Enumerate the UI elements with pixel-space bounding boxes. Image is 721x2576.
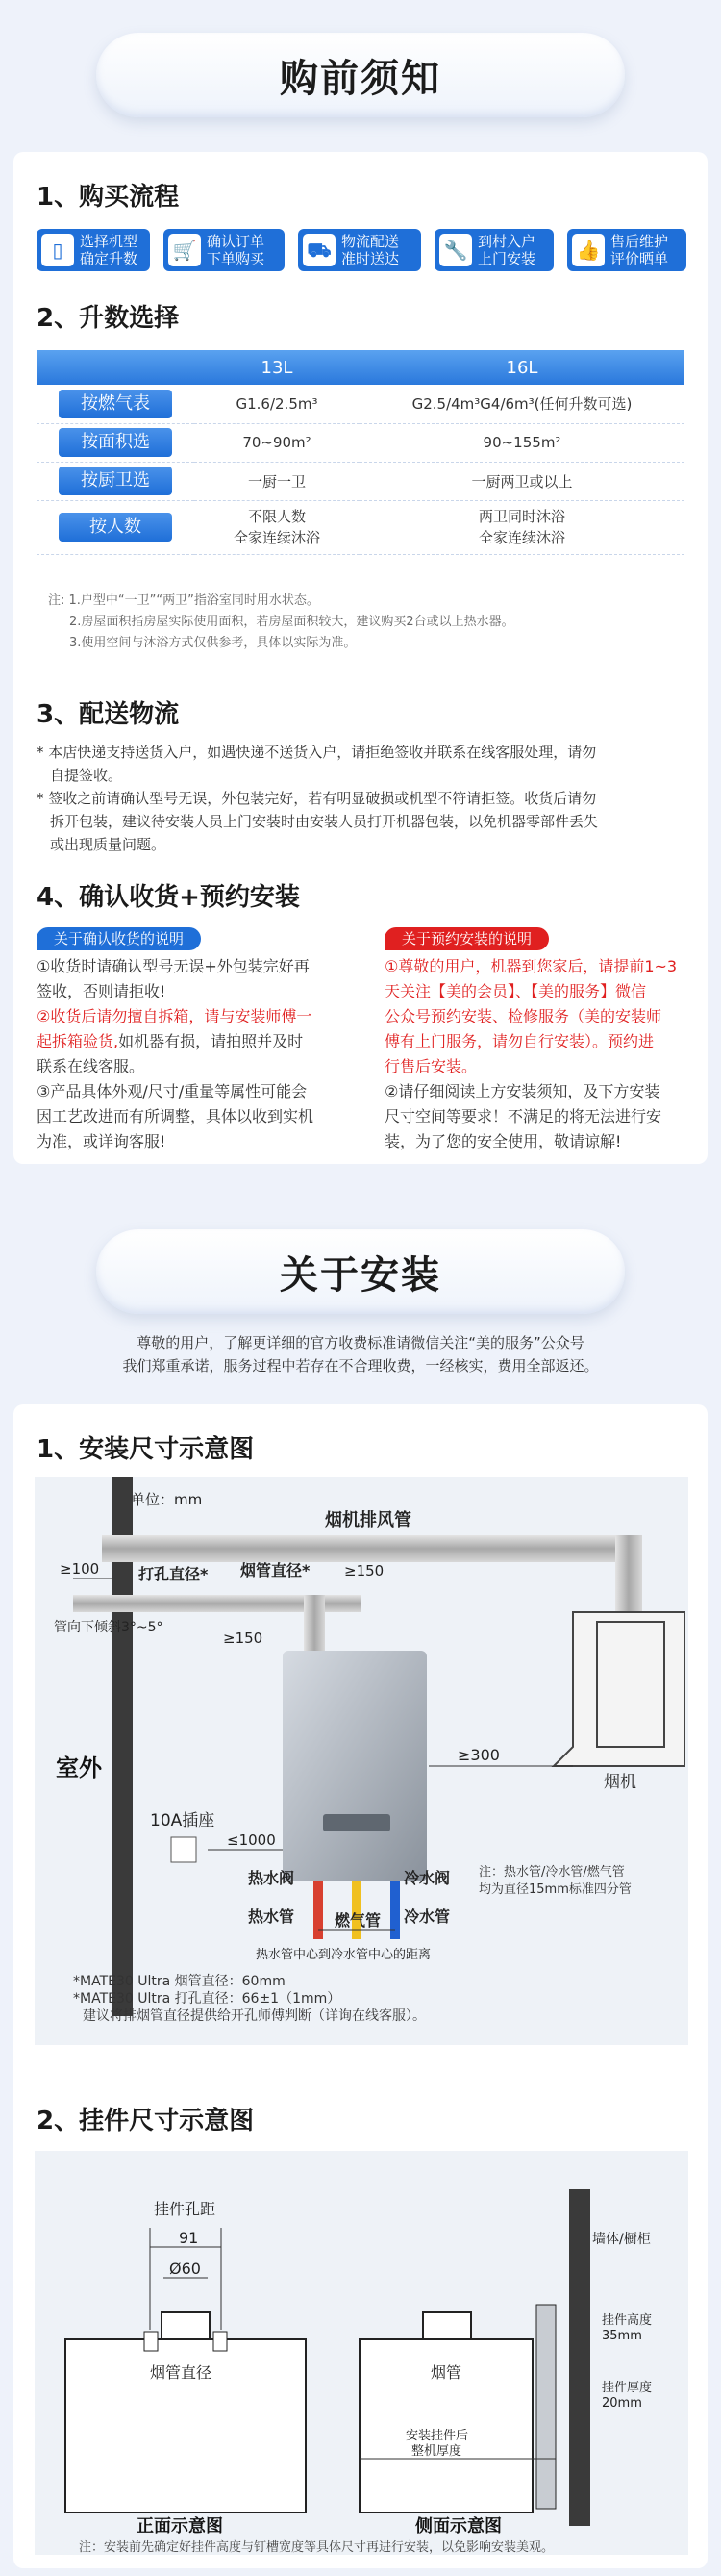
section-title-installation xyxy=(96,1229,625,1314)
diagram-label: 挂件高度 xyxy=(602,2313,653,2328)
range-hood-pipe xyxy=(102,1535,640,1562)
range-hood-label: 烟机 xyxy=(604,1773,636,1792)
socket-icon xyxy=(171,1837,196,1862)
table-row: 按燃气表 G1.6/2.5m³ G2.5/4m³G4/6m³(任何升数可选) xyxy=(37,385,684,423)
diagram-label: ≥150 xyxy=(223,1629,263,1647)
heading-purchase-flow: 1、购买流程 xyxy=(37,183,180,212)
hot-water-pipe xyxy=(313,1881,323,1939)
diagram-label: 建议将排烟管直径提供给开孔师傅判断（详询在线客服）。 xyxy=(83,2008,426,2024)
water-heater xyxy=(283,1651,427,1881)
diagram-label: 冷水管 xyxy=(404,1907,451,1926)
heading-confirm-install: 4、确认收货+预约安装 xyxy=(37,883,300,912)
diagram-label: 正面示意图 xyxy=(137,2516,223,2537)
gas-pipe xyxy=(352,1881,361,1939)
heading-hanger-size: 2、挂件尺寸示意图 xyxy=(37,2107,255,2135)
diagram-label: 烟管直径* xyxy=(240,1561,311,1579)
install-size-diagram xyxy=(35,1477,688,2045)
step-installation: 🔧 到村入户 上门安装 xyxy=(435,229,554,271)
diagram-label: 单位：mm xyxy=(131,1491,203,1508)
table-header xyxy=(37,350,194,385)
diagram-label: 侧面示意图 xyxy=(415,2516,502,2537)
front-view-flue xyxy=(162,2312,210,2339)
tag-install-notes: 关于预约安装的说明 xyxy=(385,927,549,950)
table-row: 按厨卫选 一厨一卫 一厨两卫或以上 xyxy=(37,462,684,500)
diagram-label: 20mm xyxy=(602,2396,642,2411)
diagram-label: 热水管中心到冷水管中心的距离 xyxy=(256,1948,432,1962)
side-view-flue xyxy=(423,2312,471,2339)
diagram-label: 烟机排风管 xyxy=(325,1510,411,1530)
diagram-label: 管向下倾斜3°~5° xyxy=(54,1620,163,1635)
delivery-text: * 本店快递支持送货入户，如遇快递不送货入户，请拒绝签收并联系在线客服处理，请勿 自提签收。 * 签收之前请确认型号无误，外包装完好，若有明显破损或机型不符请拒签。收货后请勿 拆开包装，建议待安装人员上门安装时由安装人员打开机器包装，以免机器零部件丢失 或出现质量问题。 xyxy=(37,744,599,853)
receipt-notes: ①收货时请确认型号无误+外包装完好再 签收，否则请拒收! ②收货后请勿擅自拆箱，请与安装师傅一 起拆箱验货,如机器有损，请拍照并及时 联系在线客服。 ③产品具体外观/尺寸/重量等属性可能会 因工艺改进而有所调整，具体以收到实机 为准，或详询客服! xyxy=(37,957,314,1150)
diagram-label: 室外 xyxy=(56,1755,102,1781)
side-view-wall xyxy=(569,2189,590,2526)
hanger-size-diagram xyxy=(35,2151,688,2555)
diagram-label: 注：安装前先确定好挂件高度与钉槽宽度等具体尺寸再进行安装，以免影响安装美观。 xyxy=(79,2540,555,2555)
flue-pipe-vertical xyxy=(304,1595,325,1653)
diagram-label: 10A插座 xyxy=(150,1811,215,1831)
step-confirm-order: 🛒 确认订单 下单购买 xyxy=(163,229,285,271)
table-row: 按人数 不限人数 全家连续沐浴 两卫同时沐浴 全家连续沐浴 xyxy=(37,500,684,554)
diagram-label: 打孔直径* xyxy=(138,1565,209,1583)
diagram-label: 挂件厚度 xyxy=(602,2381,653,2395)
step-after-sales: 👍 售后维护 评价晒单 xyxy=(567,229,686,271)
side-view-hanger xyxy=(536,2305,556,2509)
diagram-label: Ø60 xyxy=(169,2260,201,2278)
section-title: 关于安装 xyxy=(280,1252,441,1298)
truck-icon: ⛟ xyxy=(303,234,336,266)
cart-icon: 🛒 xyxy=(168,234,201,266)
diagram-label: 挂件孔距 xyxy=(154,2200,216,2218)
diagram-label: 燃气管 xyxy=(335,1911,382,1930)
capacity-table xyxy=(37,350,684,555)
diagram-label: 烟管 xyxy=(431,2363,462,2382)
heading-delivery: 3、配送物流 xyxy=(37,700,180,729)
step-select-model: ▯ 选择机型 确定升数 xyxy=(37,229,150,271)
diagram-label: 冷水阀 xyxy=(404,1869,451,1887)
diagram-label: *MATE30 Ultra 打孔直径：66±1（1mm） xyxy=(73,1991,341,2007)
page-title: 购前须知 xyxy=(280,56,441,101)
diagram-label: 热水阀 xyxy=(248,1869,295,1887)
diagram-label: 安装挂件后 xyxy=(406,2429,469,2443)
wrench-icon: 🔧 xyxy=(439,234,472,266)
table-header: 13L xyxy=(194,350,360,385)
installation-intro: 尊敬的用户，了解更详细的官方收费标准请微信关注“美的服务”公众号 我们郑重承诺，服务过程中若存在不合理收费，一经核实，费用全部返还。 xyxy=(122,1334,599,1375)
diagram-label: ≥100 xyxy=(60,1560,100,1578)
table-header: 16L xyxy=(360,350,684,385)
step-delivery: ⛟ 物流配送 准时送达 xyxy=(298,229,421,271)
diagram-label: 整机厚度 xyxy=(411,2444,462,2459)
cold-water-pipe xyxy=(390,1881,400,1939)
diagram-label: *MATE30 Ultra 烟管直径：60mm xyxy=(73,1974,286,1989)
heading-install-size: 1、安装尺寸示意图 xyxy=(37,1435,255,1464)
diagram-label: ≥150 xyxy=(344,1562,385,1579)
range-hood-pipe-vertical xyxy=(615,1535,642,1612)
upgrade-notes: 注: 1.户型中“一卫”“两卫”指浴室同时用水状态。 2.房屋面积指房屋实际使用面积，若房屋面积较大，建议购买2台或以上热水器。 3.使用空间与沐浴方式仅供参考，具体以实际为准。 xyxy=(48,593,514,650)
diagram-label: 热水管 xyxy=(248,1907,295,1926)
thumbs-up-icon: 👍 xyxy=(572,234,605,266)
gas-heater-icon: ▯ xyxy=(41,234,74,266)
table-row: 按面积选 70~90m² 90~155m² xyxy=(37,423,684,462)
diagram-label: 墙体/橱柜 xyxy=(592,2232,651,2247)
diagram-label: 35mm xyxy=(602,2329,642,2343)
tag-receipt-notes: 关于确认收货的说明 xyxy=(37,927,201,950)
diagram-label: 均为直径15mm标准四分管 xyxy=(479,1882,632,1897)
diagram-label: 烟管直径 xyxy=(150,2363,212,2382)
section-title-purchase-notice xyxy=(96,33,625,117)
install-notes: ①尊敬的用户，机器到您家后，请提前1~3 天关注【美的会员】、【美的服务】微信 公众号预约安装、检修服务（美的安装师 傅有上门服务，请勿自行安装）。预约进 行售后安装。 ②请仔细阅读上方安装须知，及下方安装 尺寸空间等要求！不满足的将无法进行安 装，为了您的安全使用，敬请谅解! xyxy=(385,957,678,1150)
heading-upgrade: 2、升数选择 xyxy=(37,304,180,333)
diagram-label: ≥300 xyxy=(458,1746,500,1764)
diagram-label: 注：热水管/冷水管/燃气管 xyxy=(479,1865,625,1880)
diagram-label: ≤1000 xyxy=(227,1831,276,1849)
diagram-label: 91 xyxy=(179,2229,199,2247)
